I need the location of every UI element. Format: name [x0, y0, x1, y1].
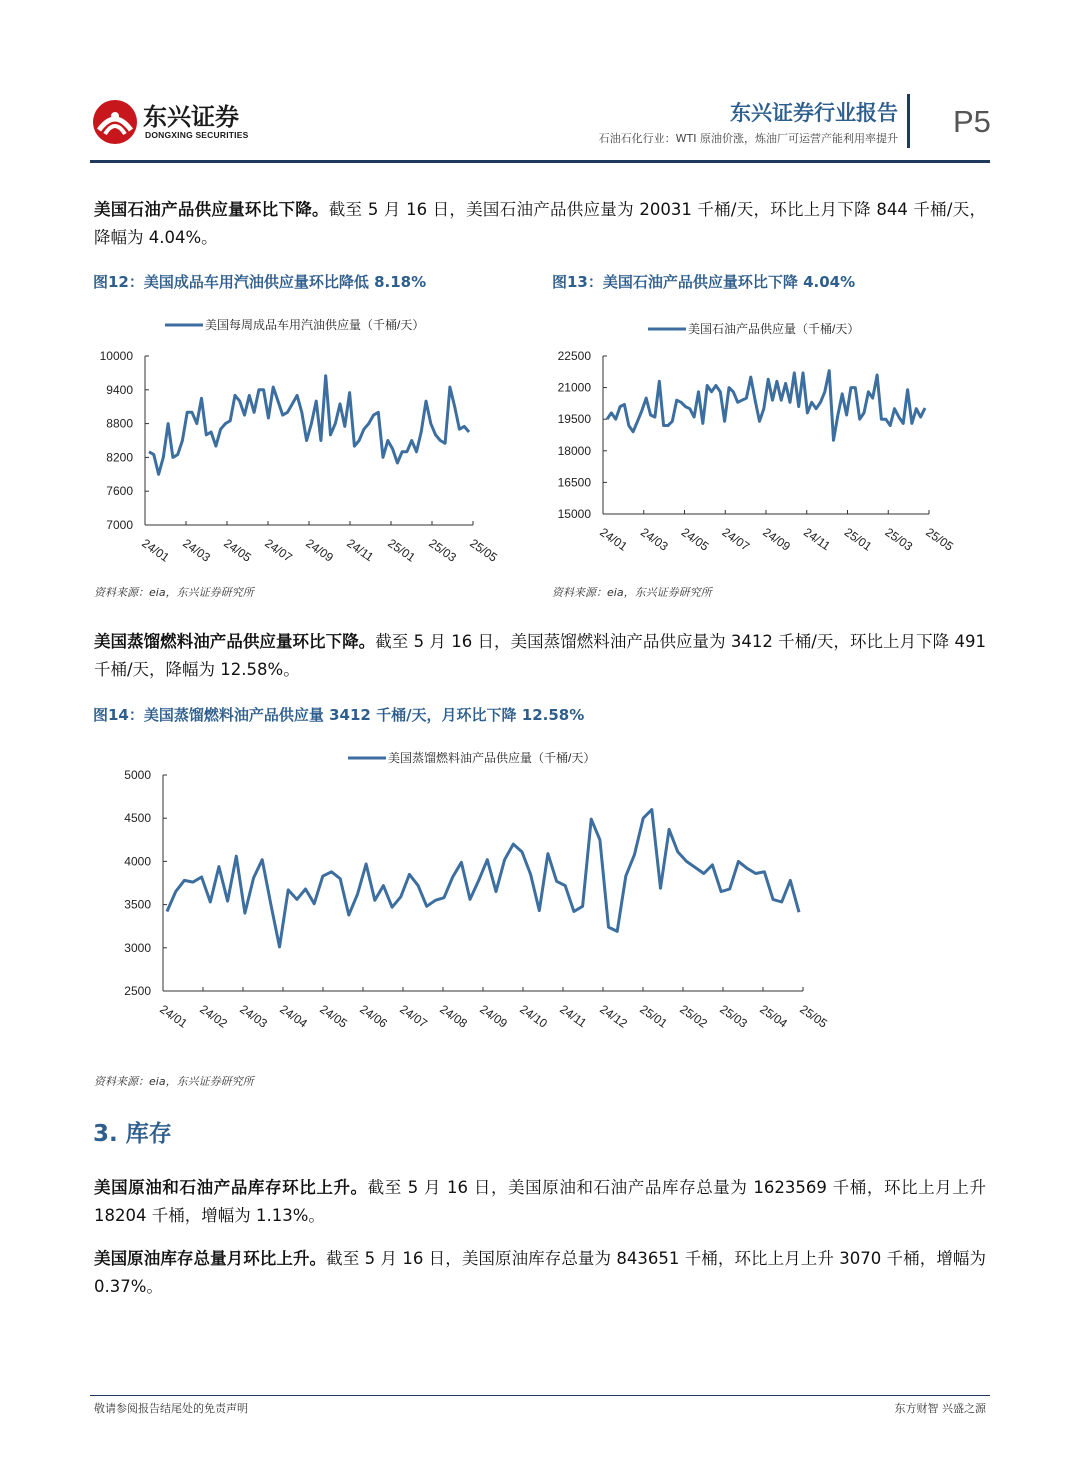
y-tick-label: 3500	[124, 897, 151, 912]
series-line	[607, 371, 925, 441]
paragraph-petroleum-supply	[94, 196, 986, 252]
figure-13-caption: 图13：美国石油产品供应量环比下降 4.04%	[552, 273, 856, 291]
y-tick-label: 16500	[557, 475, 591, 490]
x-tick-label: 24/05	[221, 535, 254, 565]
y-tick-label: 8800	[106, 416, 133, 431]
y-tick-label: 19500	[557, 412, 591, 427]
y-tick-label: 3000	[124, 940, 151, 955]
x-tick-label: 25/01	[841, 524, 875, 554]
y-tick-label: 10000	[99, 349, 133, 363]
x-tick-label: 24/08	[437, 1001, 470, 1031]
logo-cn-text: 东兴证券	[143, 103, 239, 131]
figure-12-chart	[90, 305, 520, 579]
para-lead: 美国原油库存总量月环比上升。	[94, 1249, 327, 1268]
figure-13-chart	[548, 305, 978, 579]
x-tick-label: 25/03	[717, 1001, 750, 1031]
x-tick-label: 24/01	[139, 535, 172, 565]
series-line	[167, 810, 799, 947]
para-lead: 美国原油和石油产品库存环比上升。	[94, 1178, 368, 1197]
x-tick-label: 24/03	[180, 535, 213, 565]
x-tick-label: 25/03	[426, 535, 459, 565]
footer-disclaimer: 敬请参阅报告结尾处的免责声明	[94, 1402, 248, 1415]
para-text: 截至 5 月 16 日，美国原油和石油产品库存总量为 1623569 千桶，环比上月上升 18204 千桶，增幅为 1.13%。	[94, 1178, 987, 1225]
y-tick-label: 15000	[557, 507, 591, 521]
x-tick-label: 25/03	[882, 524, 916, 554]
x-tick-label: 25/05	[797, 1001, 830, 1031]
y-tick-label: 7000	[106, 518, 133, 532]
x-tick-label: 24/11	[801, 524, 833, 554]
legend-label: 美国石油产品供应量（千桶/天）	[688, 322, 860, 336]
paragraph-crude-inventory	[94, 1245, 986, 1301]
figure-14-caption: 图14：美国蒸馏燃料油产品供应量 3412 千桶/天，月环比下降 12.58%	[93, 706, 585, 724]
x-tick-label: 24/11	[344, 535, 377, 565]
para-text: 截至 5 月 16 日，美国原油库存总量为 843651 千桶，环比上月上升 3070 千桶，增幅为 0.37%。	[94, 1249, 986, 1296]
x-tick-label: 24/09	[477, 1001, 510, 1031]
x-tick-label: 24/11	[557, 1001, 590, 1031]
legend-label: 美国蒸馏燃料油产品供应量（千桶/天）	[388, 751, 596, 765]
para-lead: 美国石油产品供应量环比下降。	[94, 200, 329, 219]
logo-mark-icon	[93, 100, 137, 144]
x-tick-label: 24/03	[237, 1001, 270, 1031]
report-subtitle: 石油石化行业：WTI 原油价涨，炼油厂可运营产能利用率提升	[598, 132, 898, 145]
x-tick-label: 24/02	[197, 1001, 230, 1031]
legend-label: 美国每周成品车用汽油供应量（千桶/天）	[205, 318, 425, 332]
x-tick-label: 25/01	[385, 535, 418, 565]
y-tick-label: 7600	[106, 484, 133, 499]
company-logo	[93, 100, 248, 144]
x-tick-label: 24/04	[277, 1001, 310, 1031]
header-divider	[907, 94, 910, 148]
header-rule	[90, 160, 990, 163]
para-text: 截至 5 月 16 日，美国蒸馏燃料油产品供应量为 3412 千桶/天，环比上月下降 491 千桶/天，降幅为 12.58%。	[94, 632, 986, 679]
paragraph-total-inventory	[94, 1174, 986, 1230]
x-tick-label: 24/12	[597, 1001, 630, 1031]
x-tick-label: 24/05	[317, 1001, 350, 1031]
y-tick-label: 18000	[557, 443, 591, 458]
x-tick-label: 24/07	[719, 524, 753, 554]
x-tick-label: 24/07	[397, 1001, 430, 1031]
x-tick-label: 24/01	[157, 1001, 190, 1031]
y-tick-label: 8200	[106, 450, 133, 465]
logo-en-text: DONGXING SECURITIES	[145, 130, 249, 140]
figure-13-source: 资料来源：eia，东兴证券研究所	[552, 586, 712, 599]
y-tick-label: 4000	[124, 854, 151, 869]
x-tick-label: 24/06	[357, 1001, 390, 1031]
page-number: P5	[953, 104, 991, 139]
y-tick-label: 21000	[557, 380, 591, 395]
y-tick-label: 22500	[557, 349, 591, 363]
x-tick-label: 24/10	[517, 1001, 550, 1031]
para-text: 截至 5 月 16 日，美国石油产品供应量为 20031 千桶/天，环比上月下降 844 千桶/天，降幅为 4.04%。	[94, 200, 987, 247]
x-tick-label: 24/07	[262, 535, 295, 565]
x-tick-label: 24/09	[760, 524, 793, 554]
x-tick-label: 24/01	[597, 524, 630, 554]
x-tick-label: 25/05	[923, 524, 956, 554]
y-tick-label: 2500	[124, 984, 151, 998]
x-tick-label: 25/01	[637, 1001, 670, 1031]
figure-14-source: 资料来源：eia，东兴证券研究所	[94, 1075, 254, 1088]
x-tick-label: 24/09	[303, 535, 336, 565]
footer-slogan: 东方财智 兴盛之源	[894, 1402, 986, 1415]
figure-14-chart	[90, 740, 850, 1044]
y-tick-label: 5000	[124, 768, 151, 782]
x-tick-label: 24/03	[638, 524, 671, 554]
footer-rule	[90, 1395, 990, 1396]
figure-12-source: 资料来源：eia，东兴证券研究所	[94, 586, 254, 599]
para-lead: 美国蒸馏燃料油产品供应量环比下降。	[94, 632, 376, 651]
paragraph-distillate-supply	[94, 628, 986, 684]
section-title: 3. 库存	[93, 1121, 172, 1147]
x-tick-label: 24/05	[678, 524, 712, 554]
report-title: 东兴证券行业报告	[730, 101, 898, 125]
y-tick-label: 9400	[106, 382, 133, 397]
x-tick-label: 25/05	[467, 535, 500, 565]
x-tick-label: 25/02	[677, 1001, 710, 1031]
series-line	[149, 376, 469, 475]
y-tick-label: 4500	[124, 811, 151, 826]
figure-12-caption: 图12：美国成品车用汽油供应量环比降低 8.18%	[93, 273, 427, 291]
x-tick-label: 25/04	[757, 1001, 790, 1031]
